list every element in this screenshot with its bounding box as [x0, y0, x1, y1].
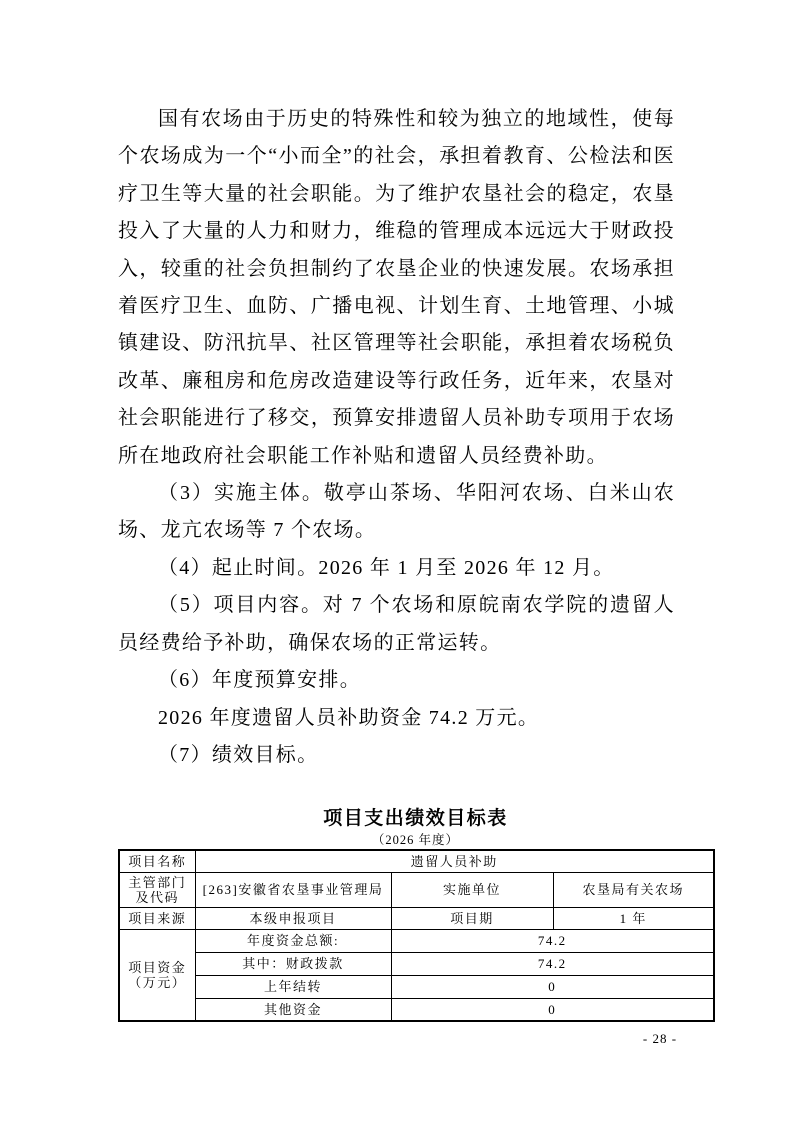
table-title: 项目支出绩效目标表 [323, 808, 508, 829]
implement-unit-label: 实施单位 [391, 872, 553, 907]
table-row-project-name [119, 850, 714, 872]
paragraph-intro: 国有农场由于历史的特殊性和较为独立的地域性，使每个农场成为一个“小而全”的社会，承担着教育、公检法和医疗卫生等大量的社会职能。为了维护农垦社会的稳定，农垦投入了大量的人力和财力，维稳的管理成本远远大于财政投入，较重的社会负担制约了农垦企业的快速发展。农场承担着医疗卫生、血防、广播电视、计划生育、土地管理、小城镇建设、防汛抗旱、社区管理等社会职能，承担着农场税负改革、廉租房和危房改造建设等行政任务，近年来，农垦对社会职能进行了移交，预算安排遗留人员补助专项用于农场所在地政府社会职能工作补贴和遗留人员经费补助。 [118, 108, 675, 467]
funds-fiscal-label: 其中：财政拨款 [195, 952, 391, 975]
department-label-line1: 主管部门 [128, 874, 187, 890]
funds-fiscal-value: 74.2 [391, 952, 714, 975]
paragraph-budget-amount: 2026 年度遗留人员补助资金 74.2 万元。 [158, 706, 540, 729]
project-name-value: 遗留人员补助 [195, 850, 714, 872]
funds-label [119, 929, 195, 1021]
funds-total-label: 年度资金总额: [195, 929, 391, 952]
funds-carryover-label: 上年结转 [195, 975, 391, 998]
department-label [119, 872, 195, 907]
table-row-funds-fiscal [119, 952, 714, 975]
project-period-value: 1 年 [553, 907, 714, 929]
page-number: - 28 - [642, 1031, 678, 1046]
table-row-source [119, 907, 714, 929]
performance-target-table [118, 849, 715, 1022]
project-period-label: 项目期 [391, 907, 553, 929]
funds-label-line2: （万元） [128, 974, 187, 990]
funds-other-value: 0 [391, 998, 714, 1021]
table-row-funds-total [119, 929, 714, 952]
funds-other-label: 其他资金 [195, 998, 391, 1021]
body-text-block [118, 101, 675, 774]
funds-carryover-value: 0 [391, 975, 714, 998]
table-subtitle: （2026 年度） [371, 833, 460, 847]
paragraph-item-6: （6）年度预算安排。 [158, 669, 361, 692]
project-name-label: 项目名称 [119, 850, 195, 872]
table-row-funds-other [119, 998, 714, 1021]
table-row-funds-carryover [119, 975, 714, 998]
department-label-line2: 及代码 [135, 889, 179, 905]
paragraph-item-7: （7）绩效目标。 [158, 743, 319, 766]
project-source-label: 项目来源 [119, 907, 195, 929]
table-row-department [119, 872, 714, 907]
performance-table-section [118, 806, 713, 1022]
paragraph-item-3: （3）实施主体。敬亭山茶场、华阳河农场、白米山农场、龙亢农场等 7 个农场。 [118, 482, 675, 542]
department-value: [263]安徽省农垦事业管理局 [195, 872, 391, 907]
funds-label-line1: 项目资金 [128, 959, 187, 975]
implement-unit-value: 农垦局有关农场 [553, 872, 714, 907]
paragraph-item-4: （4）起止时间。2026 年 1 月至 2026 年 12 月。 [158, 556, 615, 579]
paragraph-item-5: （5）项目内容。对 7 个农场和原皖南农学院的遗留人员经费给予补助，确保农场的正常运转。 [118, 594, 675, 654]
funds-total-value: 74.2 [391, 929, 714, 952]
project-source-value: 本级申报项目 [195, 907, 391, 929]
